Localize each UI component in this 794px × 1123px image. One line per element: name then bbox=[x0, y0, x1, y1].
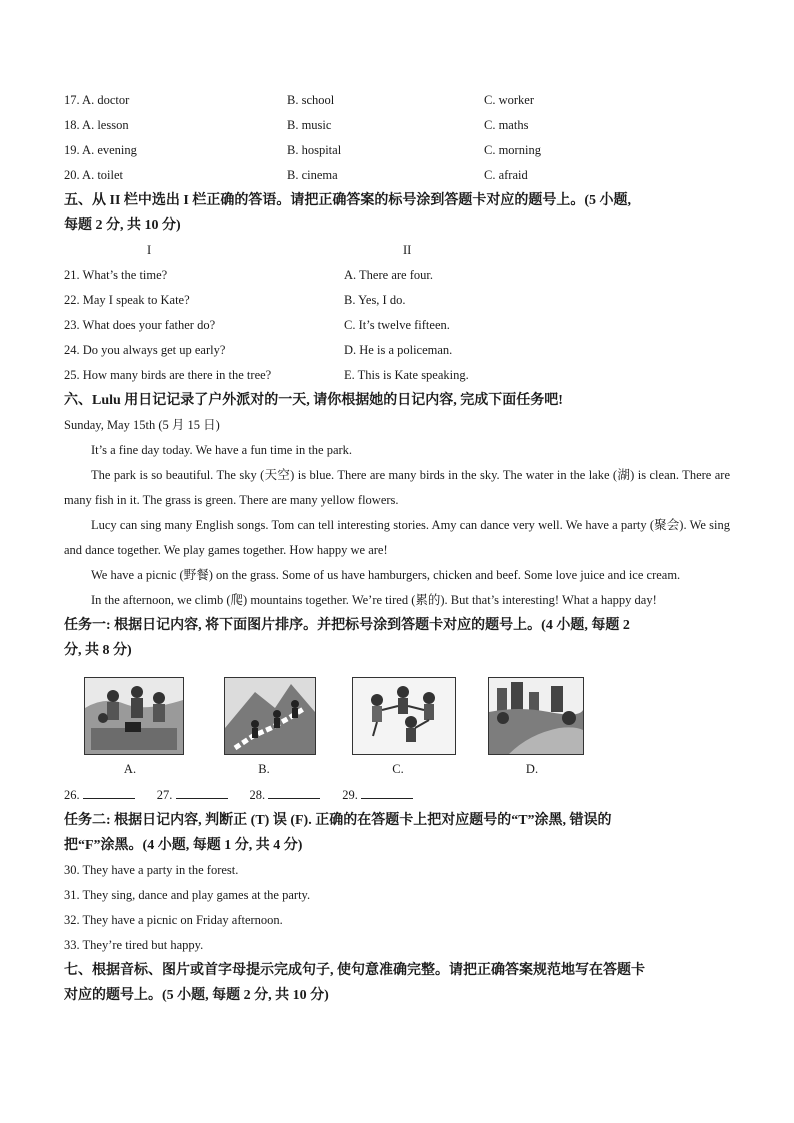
match-answer: C. It’s twelve fifteen. bbox=[344, 318, 450, 332]
option-b: B. cinema bbox=[287, 168, 338, 182]
match-answer: B. Yes, I do. bbox=[344, 293, 406, 307]
match-row bbox=[64, 313, 730, 338]
picture-label-a: A. bbox=[123, 762, 137, 776]
match-question: 22. May I speak to Kate? bbox=[64, 293, 190, 307]
picture-row bbox=[64, 677, 730, 755]
section5-heading: 五、从 II 栏中选出 I 栏正确的答语。请把正确答案的标号涂到答题卡对应的题号上。(5 小题, bbox=[64, 193, 632, 208]
section6-heading: 六、Lulu 用日记记录了户外派对的一天, 请你根据她的日记内容, 完成下面任务吧! bbox=[64, 393, 563, 408]
option-row bbox=[64, 88, 730, 113]
option-row bbox=[64, 138, 730, 163]
option-b: B. school bbox=[287, 93, 335, 107]
column-ii-label: II bbox=[403, 243, 412, 257]
diary-paragraph: It’s a fine day today. We have a fun time in the park. bbox=[91, 443, 353, 457]
match-answer: A. There are four. bbox=[344, 268, 433, 282]
column-i-label: I bbox=[147, 243, 152, 257]
option-c: C. maths bbox=[484, 118, 529, 132]
match-column-headers bbox=[64, 238, 730, 263]
option-row bbox=[64, 113, 730, 138]
match-question: 23. What does your father do? bbox=[64, 318, 216, 332]
picture-labels bbox=[64, 755, 730, 783]
exam-page bbox=[64, 88, 730, 1008]
option-c: C. worker bbox=[484, 93, 534, 107]
task2-heading: 任务二: 根据日记内容, 判断正 (T) 误 (F). 正确的在答题卡上把对应题号的“T”涂黑, 错误的 bbox=[64, 813, 612, 828]
task1-heading-cont: 分, 共 8 分) bbox=[64, 643, 132, 658]
match-question: 24. Do you always get up early? bbox=[64, 343, 226, 357]
match-row bbox=[64, 363, 730, 388]
picnic-picture bbox=[84, 677, 184, 755]
option-a: 18. A. lesson bbox=[64, 118, 129, 132]
diary-date: Sunday, May 15th (5 月 15 日) bbox=[64, 418, 220, 432]
park-lake-picture bbox=[488, 677, 584, 755]
option-a: 20. A. toilet bbox=[64, 168, 124, 182]
picture-label-b: B. bbox=[258, 762, 270, 776]
option-a: 17. A. doctor bbox=[64, 93, 130, 107]
true-false-item: 33. They’re tired but happy. bbox=[64, 938, 204, 952]
picture-label-d: D. bbox=[525, 762, 539, 776]
task1-heading: 任务一: 根据日记内容, 将下面图片排序。并把标号涂到答题卡对应的题号上。(4 小题, 每题 2 bbox=[64, 618, 630, 633]
true-false-item: 30. They have a party in the forest. bbox=[64, 863, 239, 877]
answer-blank[interactable]: 26. bbox=[64, 783, 135, 808]
section7-heading: 七、根据音标、图片或首字母提示完成句子, 使句意准确完整。请把正确答案规范地写在答题卡 bbox=[64, 963, 645, 978]
match-row bbox=[64, 288, 730, 313]
option-row bbox=[64, 163, 730, 188]
option-b: B. music bbox=[287, 118, 332, 132]
section5-heading-cont: 每题 2 分, 共 10 分) bbox=[64, 218, 181, 233]
answer-blanks bbox=[64, 783, 730, 808]
dancing-picture bbox=[352, 677, 456, 755]
answer-blank[interactable]: 27. bbox=[157, 783, 228, 808]
section7-heading-cont: 对应的题号上。(5 小题, 每题 2 分, 共 10 分) bbox=[64, 988, 329, 1003]
diary-paragraph: The park is so beautiful. The sky (天空) is blue. There are many birds in the sky. The water in the lake (湖) is clean. There are many fish in it. The grass is green. There are many yellow flowers. bbox=[64, 468, 730, 507]
match-answer: E. This is Kate speaking. bbox=[344, 368, 469, 382]
option-a: 19. A. evening bbox=[64, 143, 137, 157]
match-question: 21. What’s the time? bbox=[64, 268, 168, 282]
match-row bbox=[64, 338, 730, 363]
option-c: C. morning bbox=[484, 143, 541, 157]
answer-blank[interactable]: 29. bbox=[342, 783, 413, 808]
task2-heading-cont: 把“F”涂黑。(4 小题, 每题 1 分, 共 4 分) bbox=[64, 838, 303, 853]
match-row bbox=[64, 263, 730, 288]
answer-blank[interactable]: 28. bbox=[250, 783, 321, 808]
true-false-item: 32. They have a picnic on Friday afternoon. bbox=[64, 913, 283, 927]
picture-label-c: C. bbox=[392, 762, 404, 776]
option-c: C. afraid bbox=[484, 168, 528, 182]
match-question: 25. How many birds are there in the tree? bbox=[64, 368, 272, 382]
diary-paragraph: We have a picnic (野餐) on the grass. Some of us have hamburgers, chicken and beef. Some love juice and ice cream. bbox=[91, 568, 681, 582]
diary-paragraph: In the afternoon, we climb (爬) mountains together. We’re tired (累的). But that’s interesting! What a happy day! bbox=[91, 593, 657, 607]
true-false-item: 31. They sing, dance and play games at the party. bbox=[64, 888, 311, 902]
climbing-picture bbox=[224, 677, 316, 755]
diary-paragraph: Lucy can sing many English songs. Tom can tell interesting stories. Amy can dance very well. We have a party (聚会). We sing and dance together. We play games together. How happy we are! bbox=[64, 518, 730, 557]
option-b: B. hospital bbox=[287, 143, 342, 157]
match-answer: D. He is a policeman. bbox=[344, 343, 453, 357]
section4-options bbox=[64, 88, 730, 188]
